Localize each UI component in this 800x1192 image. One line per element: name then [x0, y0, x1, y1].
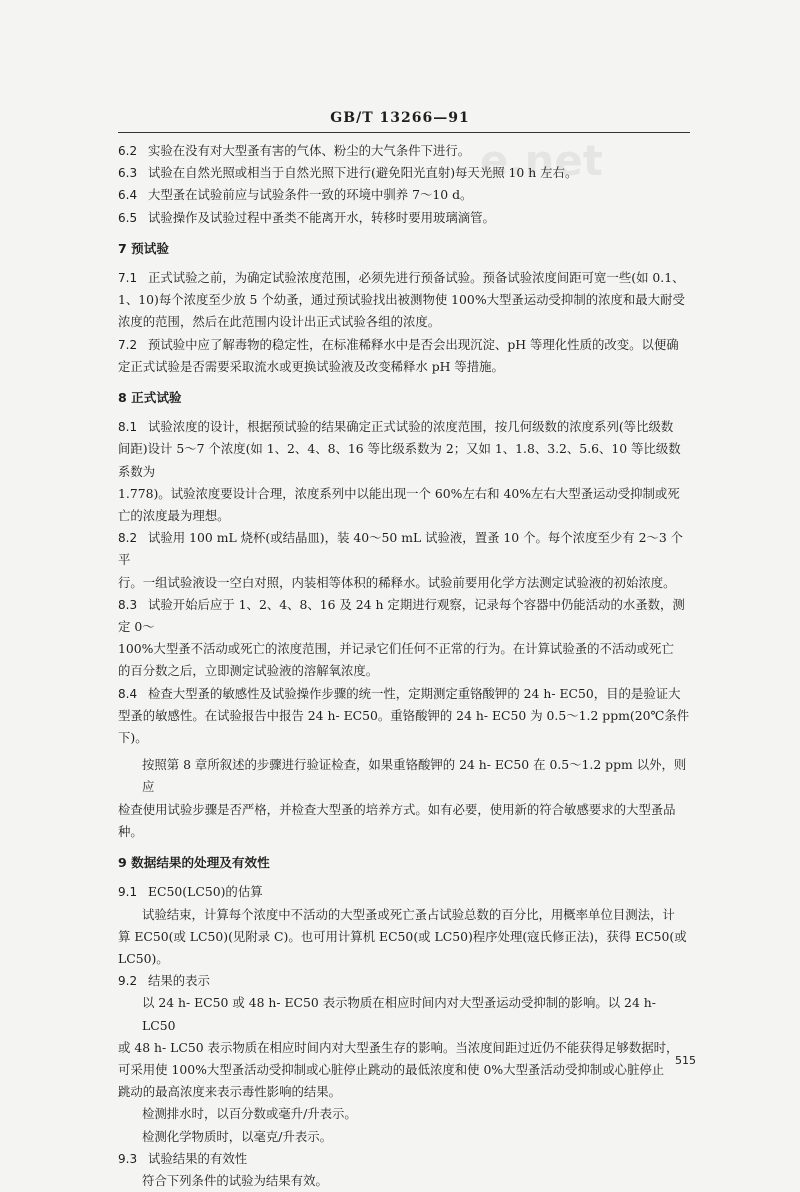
clause-8-1-line: 亡的浓度最为理想。: [118, 508, 230, 524]
verification-line: 种。: [118, 823, 143, 839]
clause-7-1-line: 浓度的范围，然后在此范围内设计出正式试验各组的浓度。: [118, 314, 441, 330]
clause-8-1-line: 1.778)。试验浓度要设计合理，浓度系列中以能出现一个 60%左右和 40%左右大型蚤运动受抑制或死: [118, 485, 680, 501]
verification-line: 检查使用试验步骤是否严格，并检查大型蚤的培养方式。如有必要，使用新的符合敏感要求的大型蚤品: [118, 801, 676, 817]
clause-9-1-line: LC50)。: [118, 950, 169, 966]
watermark: e.net: [480, 136, 603, 185]
clause-9-1: 9.1 EC50(LC50)的估算: [118, 884, 263, 900]
standard-header: GB/T 13266—91: [330, 110, 470, 126]
clause-6-3: 6.3 试验在自然光照或相当于自然光照下进行(避免阳光直射)每天光照 10 h 左右。: [118, 165, 578, 181]
clause-9-2-line: 以 24 h- EC50 或 48 h- EC50 表示物质在相应时间内对大型蚤运动受抑制的影响。以 24 h- LC50: [142, 995, 656, 1033]
clause-6-5: 6.5 试验操作及试验过程中蚤类不能离开水，转移时要用玻璃滴管。: [118, 209, 495, 225]
clause-8-2: 8.2 试验用 100 mL 烧杯(或结晶皿)，装 40～50 mL 试验液，置蚤 10 个。每个浓度至少有 2～3 个平: [118, 530, 684, 568]
clause-7-2: 7.2 预试验中应了解毒物的稳定性，在标准稀释水中是否会出现沉淀、pH 等理化性质的改变。以便确: [118, 336, 679, 352]
clause-8-3-line: 100%大型蚤不活动或死亡的浓度范围，并记录它们任何不正常的行为。在计算试验蚤的不活动或死亡: [118, 641, 674, 657]
clause-9-2: 9.2 结果的表示: [118, 973, 210, 989]
section-7-heading: 7 预试验: [118, 240, 169, 256]
clause-7-2-line: 定正式试验是否需要采取流水或更换试验液及改变稀释水 pH 等措施。: [118, 358, 504, 374]
clause-9-2-line: 或 48 h- LC50 表示物质在相应时间内对大型蚤生存的影响。当浓度间距过近仍不能获得足够数据时，: [118, 1039, 679, 1055]
clause-9-3: 9.3 试验结果的有效性: [118, 1150, 248, 1166]
clause-9-1-line: 算 EC50(或 LC50)(见附录 C)。也可用计算机 EC50(或 LC50)程序处理(寇氏修正法)，获得 EC50(或: [118, 928, 687, 944]
clause-8-1: 8.1 试验浓度的设计，根据预试验的结果确定正式试验的浓度范围，按几何级数的浓度系列(等比级数: [118, 419, 674, 435]
clause-6-4: 6.4 大型蚤在试验前应与试验条件一致的环境中驯养 7～10 d。: [118, 187, 473, 203]
clause-9-2-line: 可采用使 100%大型蚤活动受抑制或心脏停止跳动的最低浓度和使 0%大型蚤活动受抑制或心脏停止: [118, 1061, 665, 1077]
clause-8-3: 8.3 试验开始后应于 1、2、4、8、16 及 24 h 定期进行观察，记录每个容器中仍能活动的水蚤数，测定 0～: [118, 596, 685, 635]
section-8-heading: 8 正式试验: [118, 390, 182, 406]
clause-9-1-line: 试验结束，计算每个浓度中不活动的大型蚤或死亡蚤占试验总数的百分比，用概率单位目测法，计: [142, 906, 675, 922]
clause-9-2-line: 检测化学物质时，以毫克/升表示。: [142, 1128, 333, 1144]
clause-8-4-line: 下)。: [118, 730, 148, 746]
clause-7-1-line: 1、10)每个浓度至少放 5 个幼蚤，通过预试验找出被测物使 100%大型蚤运动受抑制的浓度和最大耐受: [118, 292, 685, 308]
clause-9-2-line: 跳动的最高浓度来表示毒性影响的结果。: [118, 1084, 342, 1100]
header-rule: [118, 132, 690, 133]
clause-8-1-line: 间距)设计 5～7 个浓度(如 1、2、4、8、16 等比级系数为 2；又如 1、1.8、3.2、5.6、10 等比级数系数为: [118, 441, 681, 479]
clause-9-2-line: 检测排水时，以百分数或毫升/升表示。: [142, 1106, 357, 1122]
clause-7-1: 7.1 正式试验之前，为确定试验浓度范围，必须先进行预备试验。预备试验浓度间距可宽一些(如 0.1、: [118, 270, 685, 286]
clause-8-4: 8.4 检查大型蚤的敏感性及试验操作步骤的统一性，定期测定重铬酸钾的 24 h- EC50，目的是验证大: [118, 685, 681, 701]
page-number: 515: [675, 1054, 696, 1067]
clause-8-3-line: 的百分数之后，立即测定试验液的溶解氧浓度。: [118, 663, 379, 679]
clause-9-3-line: 符合下列条件的试验为结果有效。: [142, 1172, 328, 1188]
section-9-heading: 9 数据结果的处理及有效性: [118, 855, 270, 871]
document-body: [118, 140, 693, 1192]
clause-8-2-line: 行。一组试验液设一空白对照，内装相等体积的稀释水。试验前要用化学方法测定试验液的初始浓度。: [118, 574, 676, 590]
verification-paragraph: 按照第 8 章所叙述的步骤进行验证检查，如果重铬酸钾的 24 h- EC50 在 0.5～1.2 ppm 以外，则应: [142, 757, 687, 795]
clause-8-4-line: 型蚤的敏感性。在试验报告中报告 24 h- EC50。重铬酸钾的 24 h- EC50 为 0.5～1.2 ppm(20℃条件: [118, 707, 690, 723]
clause-6-2: 6.2 实验在没有对大型蚤有害的气体、粉尘的大气条件下进行。: [118, 143, 471, 158]
